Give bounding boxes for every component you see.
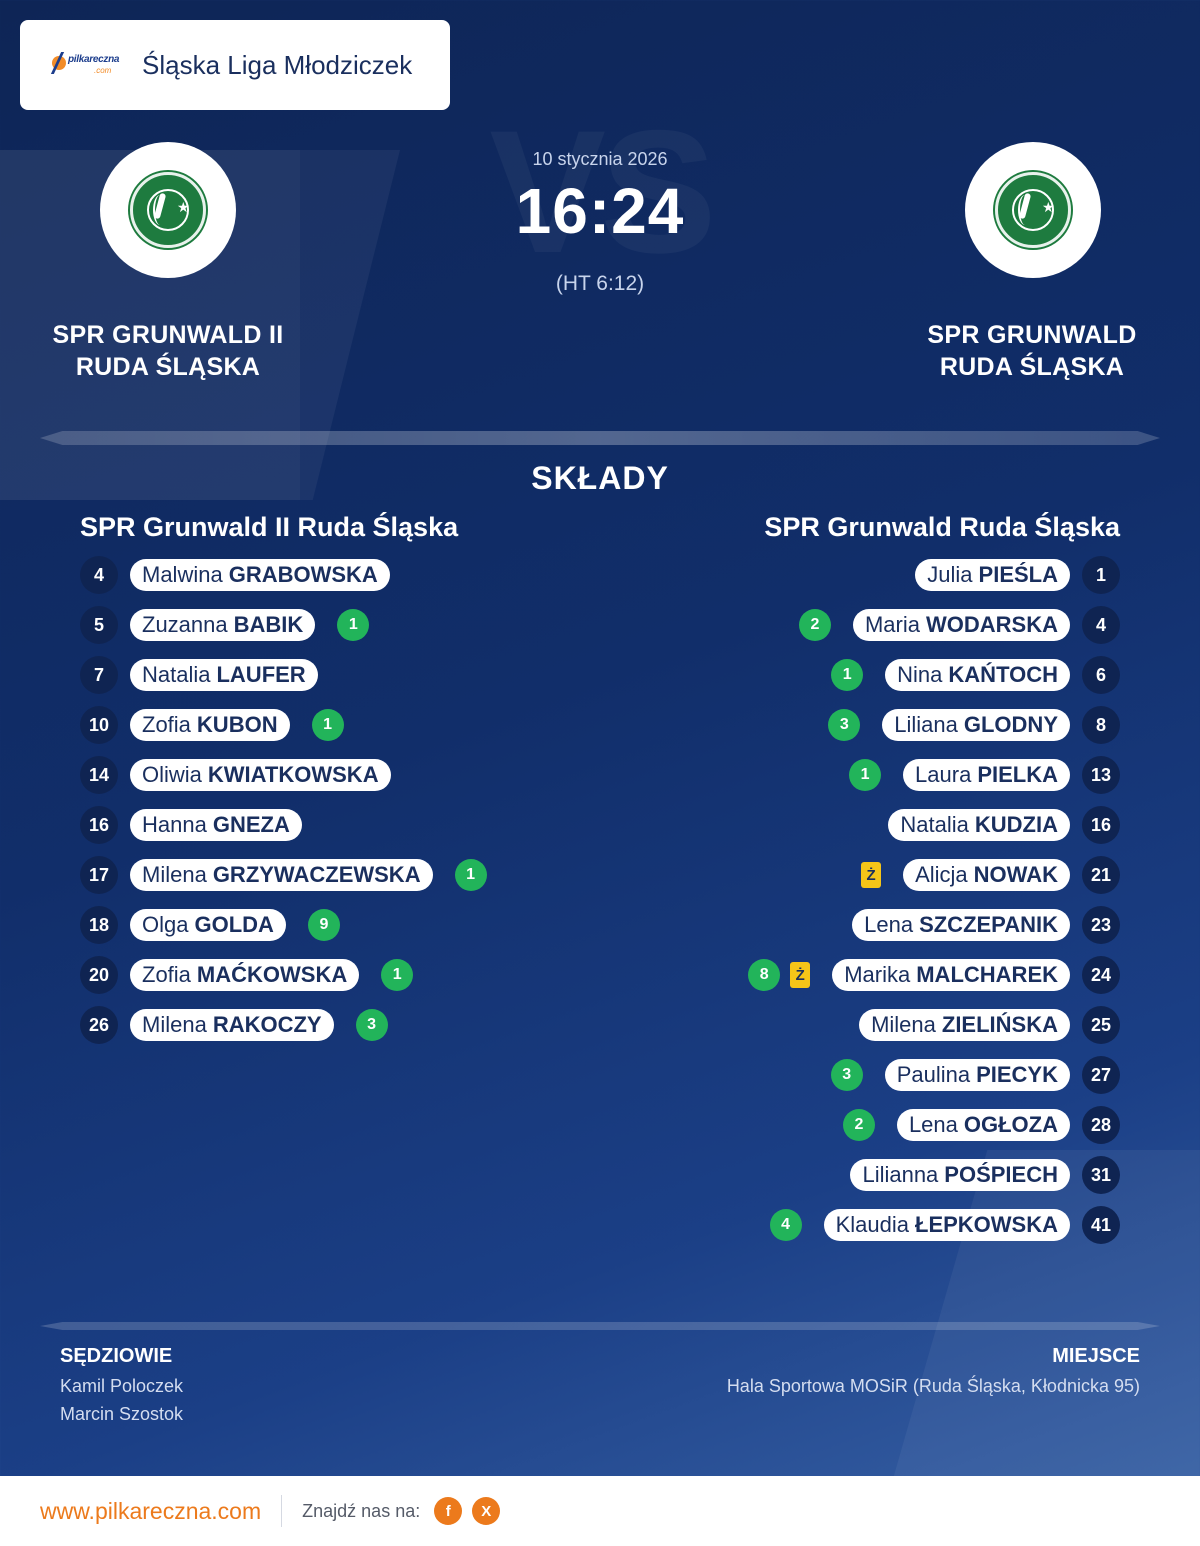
player-number: 14 (80, 756, 118, 794)
player-first-name: Malwina (142, 562, 223, 587)
player-number: 16 (1082, 806, 1120, 844)
home-crest-icon: ★ (130, 172, 206, 248)
player-name-pill[interactable] (903, 759, 1070, 791)
player-last-name: PIEŚLA (978, 562, 1058, 587)
player-row (859, 1007, 1120, 1043)
divider (40, 1322, 1160, 1330)
x-icon[interactable]: X (472, 1497, 500, 1525)
player-row (831, 1057, 1120, 1093)
goals-badge: 4 (770, 1209, 802, 1241)
player-number: 16 (80, 806, 118, 844)
player-name-pill[interactable] (882, 709, 1070, 741)
player-name-pill[interactable] (130, 809, 302, 841)
away-team-name: SPR GRUNWALD RUDA ŚLĄSKA (927, 321, 1137, 381)
player-name-pill[interactable] (130, 659, 318, 691)
player-row (828, 707, 1120, 743)
venue-name: Hala Sportowa MOSiR (Ruda Śląska, Kłodnicka 95) (726, 1376, 1140, 1396)
player-number: 6 (1082, 656, 1120, 694)
player-row (888, 807, 1120, 843)
player-last-name: LAUFER (216, 662, 306, 687)
player-row (80, 857, 487, 893)
player-last-name: ZIELIŃSKA (941, 1012, 1058, 1037)
divider (40, 431, 1160, 445)
player-first-name: Nina (897, 662, 943, 687)
player-row (849, 757, 1120, 793)
goals-badge: 1 (381, 959, 413, 991)
goals-badge: 9 (308, 909, 340, 941)
player-row (80, 707, 344, 743)
player-last-name: NOWAK (973, 862, 1058, 887)
player-first-name: Milena (142, 1012, 207, 1037)
player-number: 21 (1082, 856, 1120, 894)
player-first-name: Olga (142, 912, 189, 937)
away-crest-icon: ★ (995, 172, 1071, 248)
referees-title: SĘDZIOWIE (60, 1345, 173, 1367)
player-name-pill[interactable] (903, 859, 1070, 891)
player-number: 7 (80, 656, 118, 694)
player-first-name: Zofia (142, 712, 191, 737)
referee-name: Marcin Szostok (60, 1404, 184, 1424)
player-last-name: BABIK (233, 612, 304, 637)
goals-badge: 2 (799, 609, 831, 641)
player-number: 13 (1082, 756, 1120, 794)
player-row (80, 757, 391, 793)
player-name-pill[interactable] (853, 609, 1070, 641)
player-last-name: KAŃTOCH (948, 662, 1058, 687)
player-first-name: Alicja (915, 862, 968, 887)
player-name-pill[interactable] (897, 1109, 1070, 1141)
player-last-name: WODARSKA (926, 612, 1058, 637)
player-first-name: Julia (927, 562, 973, 587)
player-row (861, 857, 1120, 893)
player-name-pill[interactable] (885, 659, 1070, 691)
player-row (770, 1207, 1120, 1243)
player-last-name: GNEZA (212, 812, 290, 837)
player-number: 10 (80, 706, 118, 744)
player-number: 23 (1082, 906, 1120, 944)
player-number: 26 (80, 1006, 118, 1044)
player-last-name: SZCZEPANIK (919, 912, 1058, 937)
player-name-pill[interactable] (888, 809, 1070, 841)
player-number: 25 (1082, 1006, 1120, 1044)
player-row (915, 557, 1120, 593)
goals-badge: 3 (356, 1009, 388, 1041)
player-name-pill[interactable] (130, 559, 390, 591)
player-name-pill[interactable] (852, 909, 1070, 941)
player-name-pill[interactable] (130, 759, 391, 791)
player-number: 17 (80, 856, 118, 894)
player-row (80, 657, 318, 693)
player-number: 5 (80, 606, 118, 644)
player-first-name: Liliana (894, 712, 958, 737)
pilkareczna-logo[interactable] (50, 50, 122, 80)
player-first-name: Maria (864, 612, 920, 637)
player-number: 27 (1082, 1056, 1120, 1094)
player-last-name: KUBON (196, 712, 278, 737)
player-first-name: Zofia (142, 962, 191, 987)
player-last-name: KUDZIA (974, 812, 1058, 837)
player-number: 4 (1082, 606, 1120, 644)
player-number: 4 (80, 556, 118, 594)
player-first-name: Hanna (142, 812, 207, 837)
goals-badge: 1 (831, 659, 863, 691)
background-shape (893, 1150, 1200, 1480)
match-date: 10 stycznia 2026 (532, 149, 668, 169)
player-number: 1 (1082, 556, 1120, 594)
player-first-name: Oliwia (142, 762, 202, 787)
player-first-name: Natalia (900, 812, 969, 837)
league-name: Śląska Liga Młodziczek (142, 49, 413, 80)
player-name-pill[interactable] (885, 1059, 1070, 1091)
player-number: 24 (1082, 956, 1120, 994)
halftime-score: (HT 6:12) (555, 272, 645, 295)
player-name-pill[interactable] (130, 709, 290, 741)
referee-name: Kamil Poloczek (60, 1376, 184, 1396)
footer-separator (281, 1495, 282, 1527)
player-row (80, 907, 340, 943)
player-last-name: GOLDA (194, 912, 274, 937)
player-first-name: Milena (142, 862, 207, 887)
player-first-name: Marika (844, 962, 911, 987)
away-team-badge (965, 142, 1101, 278)
player-row (850, 1157, 1120, 1193)
goals-badge: 1 (849, 759, 881, 791)
player-row (843, 1107, 1120, 1143)
home-team-badge (100, 142, 236, 278)
player-name-pill[interactable] (130, 609, 315, 641)
player-number: 18 (80, 906, 118, 944)
goals-badge: 8 (748, 959, 780, 991)
footer (0, 1476, 1200, 1546)
player-last-name: GRABOWSKA (228, 562, 378, 587)
lineups-title: SKŁADY (531, 460, 669, 496)
goals-badge: 1 (337, 609, 369, 641)
player-name-pill[interactable] (130, 1009, 334, 1041)
player-row (80, 957, 413, 993)
player-number: 28 (1082, 1106, 1120, 1144)
player-name-pill[interactable] (859, 1009, 1070, 1041)
player-name-pill[interactable] (915, 559, 1070, 591)
find-us-label: Znajdź nas na: (302, 1500, 421, 1521)
home-team-name: SPR GRUNWALD II RUDA ŚLĄSKA (52, 321, 284, 381)
player-last-name: MALCHAREK (916, 962, 1058, 987)
logo-text: pilkareczna (68, 54, 120, 65)
player-row (748, 957, 1120, 993)
yellow-card-icon: Ż (790, 962, 810, 988)
player-name-pill[interactable] (824, 1209, 1070, 1241)
player-row (80, 1007, 388, 1043)
player-last-name: GLODNY (963, 712, 1058, 737)
league-header (20, 20, 450, 110)
player-first-name: Klaudia (835, 1212, 909, 1237)
player-name-pill[interactable] (130, 909, 286, 941)
player-number: 8 (1082, 706, 1120, 744)
goals-badge: 2 (843, 1109, 875, 1141)
player-first-name: Lena (908, 1112, 958, 1137)
player-first-name: Lena (864, 912, 914, 937)
player-name-pill[interactable] (850, 1159, 1070, 1191)
player-last-name: OGŁOZA (963, 1112, 1058, 1137)
player-name-pill[interactable] (130, 959, 359, 991)
match-score: 16:24 (515, 175, 685, 247)
player-last-name: ŁEPKOWSKA (915, 1212, 1058, 1237)
player-name-pill[interactable] (130, 859, 433, 891)
player-last-name: KWIATKOWSKA (207, 762, 379, 787)
player-last-name: POŚPIECH (944, 1162, 1058, 1187)
player-first-name: Natalia (142, 662, 211, 687)
player-row (852, 907, 1120, 943)
yellow-card-icon: Ż (861, 862, 881, 888)
player-first-name: Laura (915, 762, 972, 787)
home-squad-title: SPR Grunwald II Ruda Śląska (80, 512, 459, 542)
logo-sub: .com (94, 66, 112, 75)
player-last-name: PIECYK (976, 1062, 1058, 1087)
player-last-name: MAĆKOWSKA (196, 962, 348, 987)
player-row (80, 557, 390, 593)
player-first-name: Zuzanna (142, 612, 228, 637)
player-last-name: RAKOCZY (212, 1012, 322, 1037)
player-first-name: Milena (871, 1012, 936, 1037)
player-number: 20 (80, 956, 118, 994)
goals-badge: 1 (455, 859, 487, 891)
player-first-name: Lilianna (862, 1162, 939, 1187)
goals-badge: 3 (828, 709, 860, 741)
goals-badge: 1 (312, 709, 344, 741)
player-row (831, 657, 1120, 693)
player-number: 41 (1082, 1206, 1120, 1244)
facebook-icon[interactable]: f (434, 1497, 462, 1525)
player-row (799, 607, 1120, 643)
player-name-pill[interactable] (832, 959, 1070, 991)
site-link[interactable]: www.pilkareczna.com (40, 1497, 262, 1524)
player-last-name: GRZYWACZEWSKA (212, 862, 421, 887)
player-row (80, 607, 369, 643)
venue-title: MIEJSCE (1052, 1345, 1140, 1367)
player-last-name: PIELKA (977, 762, 1058, 787)
player-number: 31 (1082, 1156, 1120, 1194)
player-first-name: Paulina (896, 1062, 971, 1087)
away-squad-title: SPR Grunwald Ruda Śląska (764, 512, 1120, 542)
goals-badge: 3 (831, 1059, 863, 1091)
player-row (80, 807, 302, 843)
